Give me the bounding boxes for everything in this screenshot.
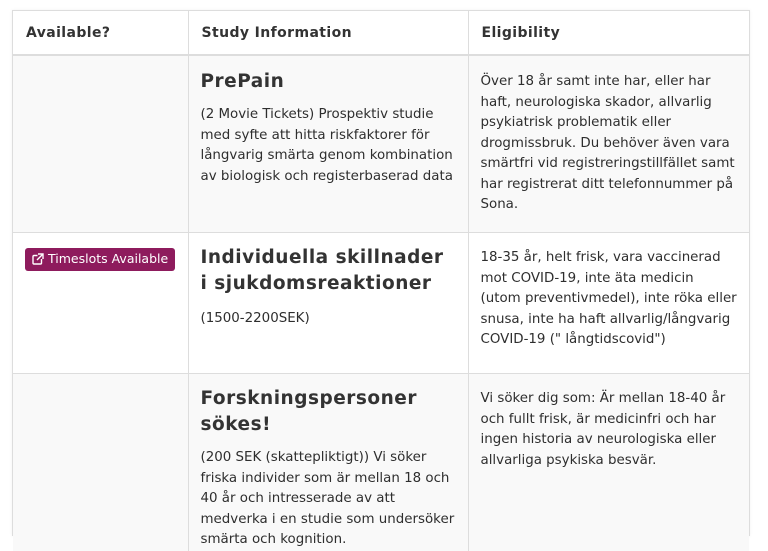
study-description: (200 SEK (skattepliktigt)) Vi söker friska individer som är mellan 18 och 40 år och intresserade av att medverka i en studie som undersöker smärta och kognition. <box>200 450 455 547</box>
table-row <box>13 55 749 233</box>
studies-table-container <box>12 10 750 547</box>
study-info-cell <box>188 55 468 233</box>
header-study-information: Study Information <box>188 11 468 55</box>
study-info-cell <box>188 374 468 551</box>
study-title[interactable]: PrePain <box>200 71 285 92</box>
table-row <box>13 374 749 551</box>
study-title[interactable]: Forskningspersoner sökes! <box>200 388 417 435</box>
available-cell <box>13 233 188 374</box>
study-description: (2 Movie Tickets) Prospektiv studie med syfte att hitta riskfaktorer för långvarig smärta genom kombination av biologisk och registerbaserad data <box>200 107 453 184</box>
available-cell <box>13 374 188 551</box>
button-label: Timeslots Available <box>48 251 169 266</box>
eligibility-cell <box>468 233 749 374</box>
external-link-icon <box>32 253 44 265</box>
study-info-cell <box>188 233 468 374</box>
eligibility-cell <box>468 55 749 233</box>
study-title[interactable]: Individuella skillnader i sjukdomsreaktioner <box>200 247 444 294</box>
header-eligibility: Eligibility <box>468 11 749 55</box>
eligibility-text: 18-35 år, helt frisk, vara vaccinerad mot COVID-19, inte äta medicin (utom preventivmedel), inte röka eller snusa, inte ha haft allvarlig/långvarig COVID-19 (" långtidscovid") <box>480 250 737 347</box>
eligibility-text: Vi söker dig som: Är mellan 18-40 år och fullt frisk, är medicinfri och har ingen historia av neurologiska eller allvarliga psykiska besvär. <box>480 391 726 468</box>
studies-table <box>13 11 749 551</box>
study-description: (1500-2200SEK) <box>200 311 310 326</box>
table-header-row <box>13 11 749 55</box>
timeslots-available-button[interactable] <box>25 248 175 271</box>
eligibility-cell <box>468 374 749 551</box>
table-row <box>13 233 749 374</box>
available-cell <box>13 55 188 233</box>
header-available: Available? <box>13 11 188 55</box>
eligibility-text: Över 18 år samt inte har, eller har haft, neurologiska skador, allvarlig psykiatrisk problematik eller drogmissbruk. Du behöver även vara smärtfri vid registreringstillfället samt har registrerat ditt telefonnummer på Sona. <box>480 74 735 212</box>
